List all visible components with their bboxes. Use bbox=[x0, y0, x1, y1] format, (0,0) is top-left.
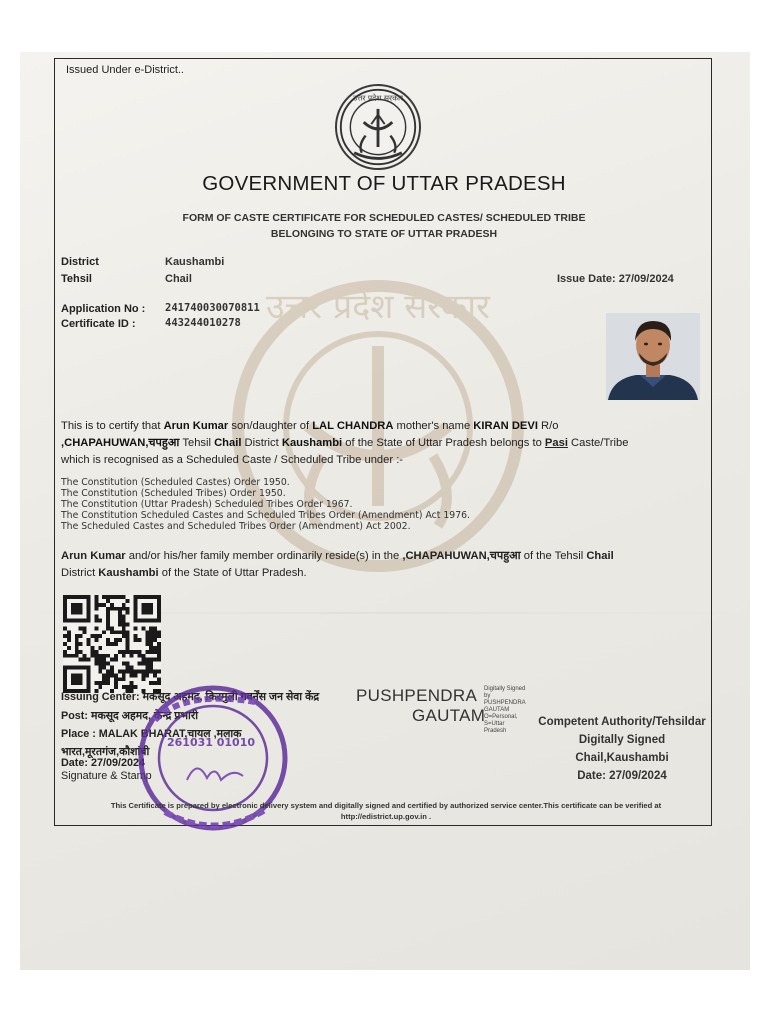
qr-module bbox=[71, 603, 83, 615]
qr-module bbox=[118, 638, 122, 642]
qr-module bbox=[145, 666, 149, 670]
qr-module bbox=[94, 654, 98, 658]
qr-module bbox=[126, 630, 130, 634]
qr-module bbox=[90, 646, 94, 650]
qr-module bbox=[94, 662, 98, 666]
qr-module bbox=[75, 650, 79, 654]
qr-module bbox=[149, 650, 153, 654]
qr-module bbox=[110, 673, 114, 677]
qr-module bbox=[87, 658, 91, 662]
qr-module bbox=[98, 666, 102, 670]
qr-module bbox=[134, 669, 138, 673]
qr-module bbox=[134, 638, 138, 642]
qr-module bbox=[110, 595, 114, 599]
qr-module bbox=[122, 630, 126, 634]
digital-signature-block bbox=[484, 686, 544, 735]
qr-module bbox=[75, 642, 79, 646]
qr-module bbox=[130, 673, 134, 677]
qr-module bbox=[67, 654, 71, 658]
digital-signature-line: by bbox=[484, 693, 491, 699]
qr-module bbox=[130, 669, 134, 673]
qr-module bbox=[94, 650, 98, 654]
qr-module bbox=[87, 642, 91, 646]
qr-module bbox=[114, 630, 118, 634]
qr-module bbox=[67, 638, 71, 642]
qr-module bbox=[157, 658, 161, 662]
qr-module bbox=[114, 681, 118, 685]
reside-text: of the Tehsil bbox=[520, 550, 587, 562]
certify-tehsil: Chail bbox=[214, 437, 242, 449]
qr-module bbox=[83, 654, 87, 658]
qr-module bbox=[153, 658, 157, 662]
authority-place: Chail,Kaushambi bbox=[575, 752, 669, 764]
qr-module bbox=[118, 622, 122, 626]
certificate-id: 443244010278 bbox=[165, 317, 241, 329]
issued-under-label: Issued Under e-District.. bbox=[66, 64, 184, 76]
certify-text: of the State of Uttar Pradesh belongs to bbox=[342, 437, 545, 449]
qr-module bbox=[145, 634, 149, 638]
qr-module bbox=[106, 677, 110, 681]
applicant-name: Arun Kumar bbox=[163, 420, 229, 432]
qr-module bbox=[134, 634, 138, 638]
qr-module bbox=[106, 619, 110, 623]
qr-module bbox=[122, 622, 126, 626]
qr-module bbox=[153, 630, 157, 634]
qr-module bbox=[157, 634, 161, 638]
qr-module bbox=[153, 650, 157, 654]
qr-module bbox=[153, 634, 157, 638]
qr-module bbox=[63, 634, 67, 638]
qr-module bbox=[110, 607, 114, 611]
qr-module bbox=[118, 677, 122, 681]
qr-module bbox=[63, 654, 67, 658]
qr-module bbox=[137, 662, 141, 666]
qr-module bbox=[79, 650, 83, 654]
qr-module bbox=[98, 681, 102, 685]
qr-module bbox=[145, 662, 149, 666]
qr-module bbox=[145, 638, 149, 642]
qr-module bbox=[126, 669, 130, 673]
qr-module bbox=[102, 630, 106, 634]
footer-line: This Certificate is prepared by electronic delivery system and digitally signed and certified by authorized service center.This certificate can be verified at bbox=[110, 801, 662, 810]
digital-signature-line: PUSHPENDRA bbox=[484, 700, 526, 706]
order-item: The Scheduled Castes and Scheduled Tribes Order (Amendment) Act 2002. bbox=[61, 521, 411, 532]
verification-footer bbox=[62, 800, 710, 822]
qr-module bbox=[106, 638, 110, 642]
residence-paragraph bbox=[61, 548, 711, 582]
qr-module bbox=[90, 634, 94, 638]
residence-place: ,CHAPAHUWAN,चपहुआ bbox=[61, 437, 180, 449]
qr-module bbox=[83, 658, 87, 662]
qr-module bbox=[141, 669, 145, 673]
order-item: The Constitution (Uttar Pradesh) Scheduled Tribes Order 1967. bbox=[61, 499, 353, 510]
qr-module bbox=[153, 669, 157, 673]
qr-module bbox=[98, 603, 102, 607]
qr-module bbox=[90, 650, 94, 654]
emblem-text: उत्तर प्रदेश सरकार bbox=[352, 93, 404, 103]
qr-module bbox=[137, 650, 141, 654]
form-title-line2: BELONGING TO STATE OF UTTAR PRADESH bbox=[270, 228, 498, 240]
qr-module bbox=[102, 677, 106, 681]
qr-module bbox=[157, 669, 161, 673]
qr-module bbox=[94, 599, 98, 603]
qr-module bbox=[102, 666, 106, 670]
qr-module bbox=[83, 626, 87, 630]
application-label: Application No : bbox=[61, 303, 146, 315]
qr-module bbox=[149, 666, 153, 670]
qr-module bbox=[145, 630, 149, 634]
caste-name: Pasi bbox=[544, 437, 568, 449]
qr-module bbox=[141, 626, 145, 630]
qr-module bbox=[110, 669, 114, 673]
issue-date: Issue Date: 27/09/2024 bbox=[557, 273, 674, 285]
qr-module bbox=[122, 634, 126, 638]
qr-module bbox=[94, 595, 98, 599]
qr-module bbox=[106, 681, 110, 685]
government-title: GOVERNMENT OF UTTAR PRADESH bbox=[202, 172, 566, 195]
qr-module bbox=[98, 669, 102, 673]
qr-module bbox=[110, 642, 114, 646]
qr-module bbox=[126, 638, 130, 642]
qr-module bbox=[102, 654, 106, 658]
order-item: The Constitution (Scheduled Tribes) Order 1950. bbox=[61, 488, 286, 499]
qr-module bbox=[157, 630, 161, 634]
qr-module bbox=[102, 595, 106, 599]
qr-module bbox=[126, 650, 130, 654]
issuing-post: Post: मकसूद अहमद, केन्द्र प्रभारी bbox=[61, 710, 199, 722]
qr-code bbox=[63, 595, 161, 693]
qr-module bbox=[71, 673, 83, 685]
qr-module bbox=[134, 673, 138, 677]
certify-text: which is recognised as a Scheduled Caste / Scheduled Tribe under :- bbox=[61, 454, 404, 466]
qr-module bbox=[157, 642, 161, 646]
certify-text: Caste/Tribe bbox=[567, 437, 629, 449]
verification-link[interactable]: http://edistrict.up.gov.in . bbox=[340, 812, 432, 821]
qr-module bbox=[67, 634, 71, 638]
issuing-place-2: भारत,मूरतगंज,कौशांबी bbox=[61, 746, 150, 758]
qr-module bbox=[102, 662, 106, 666]
qr-module bbox=[126, 607, 130, 611]
qr-module bbox=[118, 669, 122, 673]
qr-module bbox=[87, 638, 91, 642]
qr-module bbox=[67, 630, 71, 634]
constitution-orders-list bbox=[61, 477, 681, 532]
qr-module bbox=[71, 654, 75, 658]
reside-district: Kaushambi bbox=[98, 567, 159, 579]
qr-module bbox=[122, 650, 126, 654]
qr-module bbox=[106, 642, 110, 646]
qr-module bbox=[126, 662, 130, 666]
qr-module bbox=[106, 611, 110, 615]
signer-first-name: PUSHPENDRA bbox=[356, 686, 478, 705]
qr-module bbox=[149, 662, 153, 666]
issuing-place: Place : MALAK BHARAT,चायल ,मलाक bbox=[61, 728, 242, 740]
qr-module bbox=[106, 662, 110, 666]
qr-module bbox=[118, 611, 122, 615]
qr-module bbox=[106, 622, 110, 626]
qr-module bbox=[122, 673, 126, 677]
qr-module bbox=[153, 626, 157, 630]
qr-module bbox=[118, 619, 122, 623]
qr-module bbox=[130, 666, 134, 670]
qr-module bbox=[134, 650, 138, 654]
qr-module bbox=[98, 619, 102, 623]
qr-module bbox=[75, 634, 79, 638]
form-title-line1: FORM OF CASTE CERTIFICATE FOR SCHEDULED CASTES/ SCHEDULED TRIBE bbox=[182, 212, 586, 224]
qr-module bbox=[126, 599, 130, 603]
qr-module bbox=[126, 666, 130, 670]
qr-module bbox=[106, 615, 110, 619]
qr-module bbox=[126, 622, 130, 626]
qr-module bbox=[145, 669, 149, 673]
digital-signature-line: Pradesh bbox=[484, 728, 507, 734]
qr-module bbox=[110, 658, 114, 662]
qr-module bbox=[122, 654, 126, 658]
qr-module bbox=[126, 642, 130, 646]
qr-module bbox=[94, 603, 98, 607]
qr-module bbox=[110, 626, 114, 630]
qr-module bbox=[122, 595, 126, 599]
qr-module bbox=[118, 607, 122, 611]
qr-module bbox=[137, 654, 141, 658]
qr-module bbox=[122, 603, 126, 607]
qr-module bbox=[98, 654, 102, 658]
certify-text: mother's name bbox=[393, 420, 474, 432]
issuing-date: Date: 27/09/2024 bbox=[61, 757, 146, 769]
qr-module bbox=[79, 658, 83, 662]
qr-module bbox=[75, 638, 79, 642]
qr-module bbox=[102, 658, 106, 662]
qr-module bbox=[157, 650, 161, 654]
qr-module bbox=[67, 646, 71, 650]
qr-module bbox=[63, 642, 67, 646]
qr-module bbox=[106, 595, 110, 599]
digital-signature-line: O=Personal, bbox=[484, 714, 518, 720]
qr-module bbox=[134, 626, 138, 630]
qr-module bbox=[106, 654, 110, 658]
digital-signature-line: S=Uttar bbox=[484, 721, 505, 727]
qr-module bbox=[98, 658, 102, 662]
form-title bbox=[0, 210, 768, 242]
qr-module bbox=[114, 677, 118, 681]
qr-module bbox=[118, 650, 122, 654]
qr-module bbox=[149, 658, 153, 662]
qr-module bbox=[126, 634, 130, 638]
certify-text: Tehsil bbox=[179, 437, 215, 449]
qr-module bbox=[90, 654, 94, 658]
qr-module bbox=[141, 654, 145, 658]
district-label: District bbox=[61, 256, 99, 268]
qr-module bbox=[141, 662, 145, 666]
qr-module bbox=[114, 642, 118, 646]
authority-signed: Digitally Signed bbox=[578, 734, 666, 746]
qr-module bbox=[149, 630, 153, 634]
qr-module bbox=[145, 642, 149, 646]
qr-module bbox=[141, 603, 153, 615]
qr-module bbox=[102, 681, 106, 685]
mother-name: KIRAN DEVI bbox=[473, 420, 538, 432]
qr-module bbox=[137, 669, 141, 673]
certify-text: This is to certify that bbox=[61, 420, 164, 432]
qr-module bbox=[149, 669, 153, 673]
reside-text: of the State of Uttar Pradesh. bbox=[158, 567, 307, 579]
reside-text: and/or his/her family member ordinarily reside(s) in the bbox=[125, 550, 403, 562]
reside-tehsil: Chail bbox=[586, 550, 614, 562]
qr-module bbox=[114, 673, 118, 677]
applicant-photo bbox=[606, 313, 700, 400]
qr-module bbox=[145, 658, 149, 662]
authority-title: Competent Authority/Tehsildar bbox=[538, 716, 706, 728]
digital-signature-line: Digitally Signed bbox=[484, 686, 526, 692]
qr-module bbox=[102, 673, 106, 677]
qr-module bbox=[94, 634, 98, 638]
qr-module bbox=[106, 626, 110, 630]
qr-module bbox=[114, 654, 118, 658]
qr-module bbox=[122, 626, 126, 630]
qr-module bbox=[145, 650, 149, 654]
qr-module bbox=[98, 634, 102, 638]
qr-module bbox=[79, 634, 83, 638]
qr-module bbox=[137, 638, 141, 642]
qr-module bbox=[106, 607, 110, 611]
qr-module bbox=[94, 626, 98, 630]
up-emblem-icon bbox=[335, 84, 421, 170]
qr-module bbox=[130, 654, 134, 658]
qr-module bbox=[94, 615, 98, 619]
qr-module bbox=[106, 669, 110, 673]
qr-module bbox=[114, 595, 118, 599]
qr-module bbox=[122, 615, 126, 619]
qr-module bbox=[149, 626, 153, 630]
qr-module bbox=[149, 642, 153, 646]
qr-module bbox=[98, 646, 102, 650]
district-value: Kaushambi bbox=[165, 256, 225, 268]
reside-text: District bbox=[61, 567, 99, 579]
qr-module bbox=[153, 646, 157, 650]
issuing-center: Issuing Center: मकसूद अहमद, किरमुली गवर्नेंस जन सेवा केंद्र bbox=[61, 691, 320, 703]
qr-module bbox=[75, 654, 79, 658]
qr-module bbox=[118, 630, 122, 634]
applicant-name: Arun Kumar bbox=[61, 550, 126, 562]
qr-module bbox=[141, 673, 145, 677]
qr-module bbox=[122, 669, 126, 673]
order-item: The Constitution (Scheduled Castes) Order 1950. bbox=[61, 477, 290, 488]
qr-module bbox=[102, 603, 106, 607]
tehsil-value: Chail bbox=[165, 273, 192, 285]
authority-date: Date: 27/09/2024 bbox=[577, 770, 667, 782]
qr-module bbox=[149, 638, 153, 642]
qr-module bbox=[98, 662, 102, 666]
qr-module bbox=[118, 595, 122, 599]
qr-module bbox=[75, 646, 79, 650]
qr-module bbox=[153, 638, 157, 642]
qr-module bbox=[106, 673, 110, 677]
qr-module bbox=[153, 673, 157, 677]
qr-module bbox=[149, 646, 153, 650]
certificate-label: Certificate ID : bbox=[61, 318, 136, 330]
qr-module bbox=[130, 650, 134, 654]
qr-module bbox=[94, 638, 98, 642]
qr-module bbox=[157, 646, 161, 650]
certify-district: Kaushambi bbox=[281, 437, 343, 449]
application-number: 241740030070811 bbox=[165, 302, 260, 314]
qr-module bbox=[114, 638, 118, 642]
qr-module bbox=[79, 642, 83, 646]
father-name: LAL CHANDRA bbox=[312, 420, 394, 432]
certify-text: District bbox=[241, 437, 282, 449]
digital-signature-line: GAUTAM bbox=[484, 707, 510, 713]
qr-module bbox=[94, 681, 98, 685]
signer-last-name: GAUTAM bbox=[412, 706, 486, 725]
qr-module bbox=[122, 607, 126, 611]
qr-module bbox=[94, 607, 98, 611]
qr-module bbox=[157, 654, 161, 658]
competent-authority-block bbox=[536, 713, 708, 785]
stamp-number: 261031 01010 bbox=[166, 736, 256, 749]
qr-module bbox=[63, 626, 67, 630]
qr-module bbox=[94, 658, 98, 662]
qr-module bbox=[126, 611, 130, 615]
qr-module bbox=[106, 599, 110, 603]
watermark-text: उत्तर प्रदेश सरकार bbox=[266, 287, 490, 327]
qr-module bbox=[110, 630, 114, 634]
certify-text: R/o bbox=[537, 420, 559, 432]
qr-module bbox=[122, 662, 126, 666]
qr-module bbox=[110, 603, 114, 607]
certify-text: son/daughter of bbox=[228, 420, 313, 432]
qr-module bbox=[141, 658, 145, 662]
qr-module bbox=[79, 626, 83, 630]
certify-paragraph bbox=[61, 418, 711, 469]
qr-module bbox=[94, 619, 98, 623]
qr-module bbox=[118, 615, 122, 619]
qr-module bbox=[122, 619, 126, 623]
qr-module bbox=[83, 630, 87, 634]
qr-module bbox=[145, 673, 149, 677]
residence-place: ,CHAPAHUWAN,चपहुआ bbox=[402, 550, 521, 562]
order-item: The Constitution Scheduled Castes and Scheduled Tribes Order (Amendment) Act 1976. bbox=[61, 510, 470, 521]
qr-module bbox=[126, 646, 130, 650]
qr-module bbox=[110, 666, 114, 670]
signature-stamp-label: Signature & Stamp bbox=[61, 770, 152, 782]
qr-module bbox=[114, 658, 118, 662]
qr-module bbox=[114, 607, 118, 611]
tehsil-label: Tehsil bbox=[61, 273, 92, 285]
qr-module bbox=[63, 650, 67, 654]
qr-module bbox=[149, 634, 153, 638]
